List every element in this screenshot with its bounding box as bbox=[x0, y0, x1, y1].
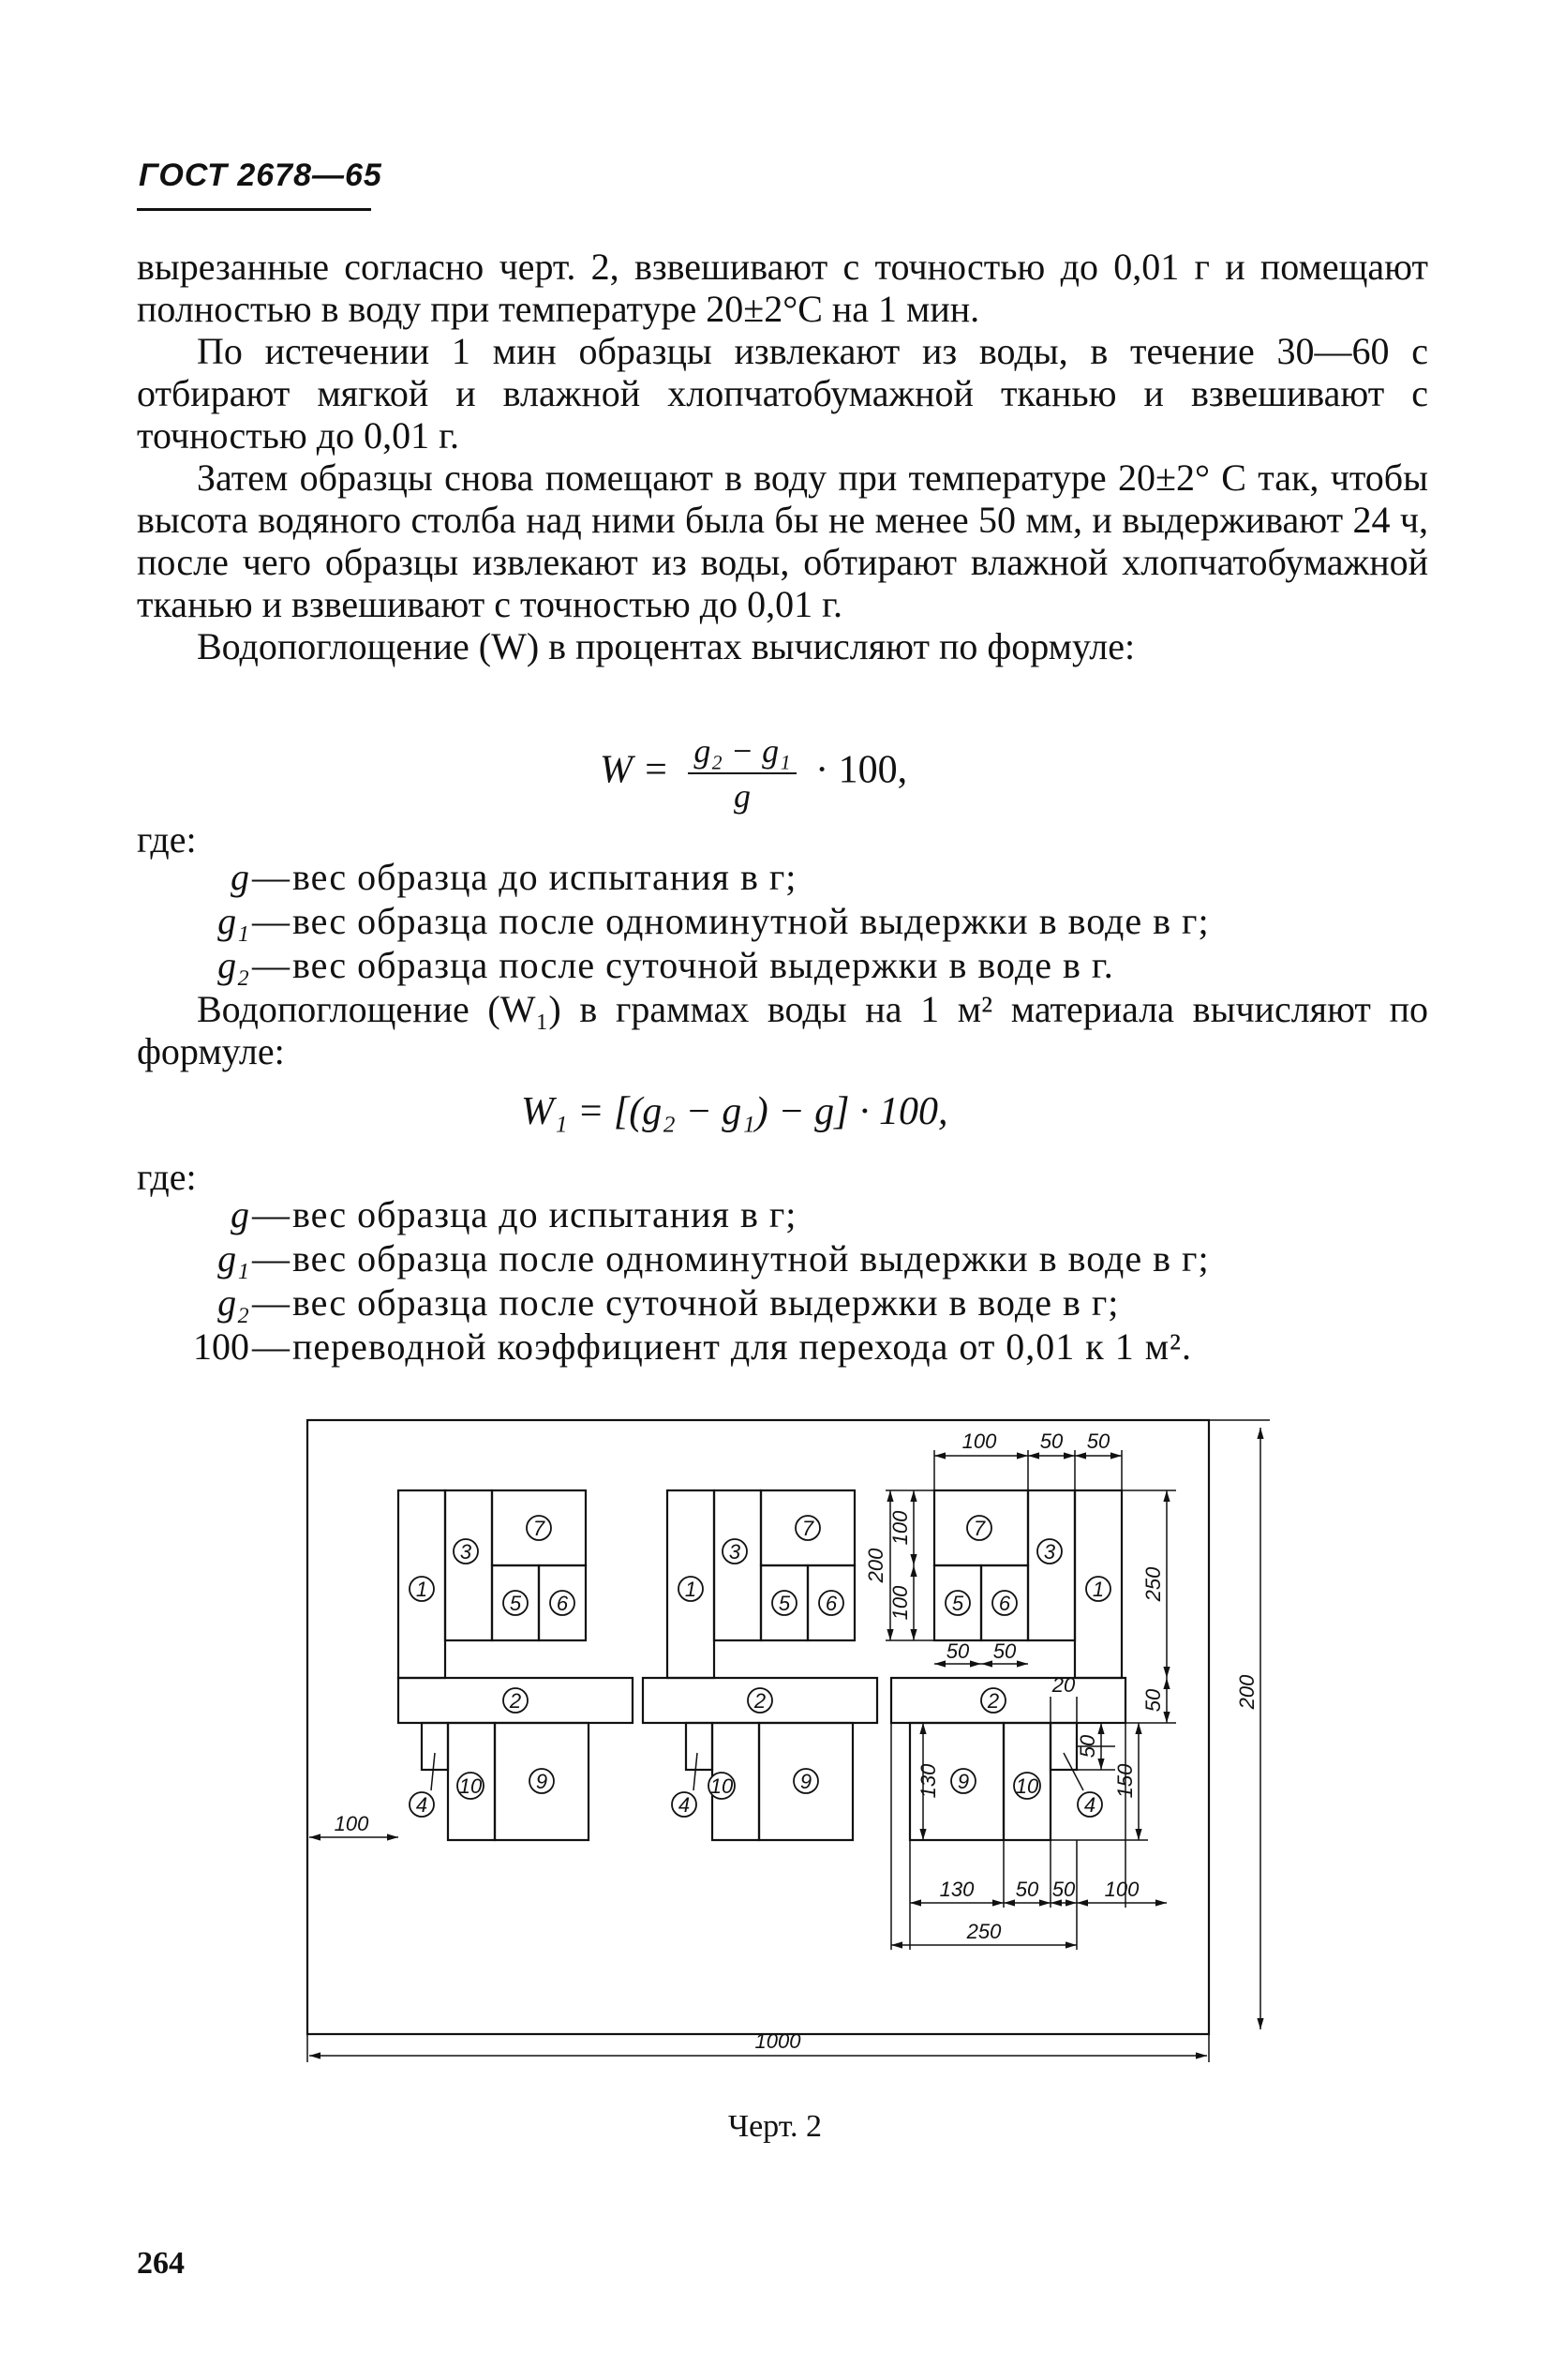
svg-text:9: 9 bbox=[799, 1770, 812, 1793]
definition-text: вес образца после одноминутной выдержки в воде в г; bbox=[292, 1237, 1210, 1280]
label-circle-3 bbox=[454, 1539, 478, 1564]
header-rule bbox=[137, 208, 371, 211]
dim-200-vertical: 200 bbox=[864, 1548, 887, 1583]
paragraph-2: По истечении 1 мин образцы извлекают из воды, в течение 30—60 с отбирают мягкой и влажной хлопчатобумажной тканью и взвешивают с точностью до 0,01 г. bbox=[137, 330, 1428, 457]
definition-row: g — вес образца до испытания в г; bbox=[137, 855, 1428, 899]
formula-water-absorption-percent bbox=[600, 731, 907, 816]
paragraph-1: вырезанные согласно черт. 2, взвешивают с точностью до 0,01 г и помещают полностью в воду при температуре 20±2°С на 1 мин. bbox=[137, 246, 1428, 330]
figure-caption: Черт. 2 bbox=[727, 2109, 823, 2144]
dim-100-vertical-b: 100 bbox=[888, 1585, 912, 1621]
definition-symbol: g₂ bbox=[217, 944, 249, 986]
svg-text:9: 9 bbox=[957, 1770, 970, 1793]
definition-row: g₁ — вес образца после одноминутной выдержки в воде в г; bbox=[137, 899, 1428, 943]
svg-text:10: 10 bbox=[458, 1774, 483, 1798]
where-label-2: где: bbox=[137, 1156, 197, 1198]
definition-symbol: g₁ bbox=[217, 900, 249, 942]
dim-100-vertical-a: 100 bbox=[888, 1510, 912, 1546]
label-circle-4 bbox=[672, 1792, 696, 1817]
label-circle-1 bbox=[678, 1577, 703, 1601]
dim-50-under-a: 50 bbox=[946, 1639, 970, 1663]
label-circle-10 bbox=[708, 1773, 735, 1799]
dim-20: 20 bbox=[1051, 1673, 1076, 1697]
label-circle-7 bbox=[967, 1516, 991, 1540]
definitions-2 bbox=[137, 1192, 1428, 1369]
label-circle-5 bbox=[946, 1591, 970, 1615]
label-circle-9 bbox=[951, 1769, 976, 1793]
dim-250-right: 250 bbox=[1141, 1566, 1165, 1602]
label-circle-9 bbox=[794, 1769, 818, 1793]
dim-130-vertical: 130 bbox=[917, 1763, 940, 1799]
formula1-numerator: g₂ − g₁ bbox=[688, 731, 796, 774]
definition-text: переводной коэффициент для перехода от 0,01 к 1 м². bbox=[292, 1325, 1193, 1368]
paragraph-3: Затем образцы снова помещают в воду при температуре 20±2° С так, чтобы высота водяного столба над ними была бы не менее 50 мм, и выдерживают 24 ч, после чего образцы извлекают из воды, обтирают влажной хлопчатобумажной тканью и взвешивают с точностью до 0,01 г. bbox=[137, 457, 1428, 625]
svg-text:10: 10 bbox=[1015, 1774, 1039, 1798]
dim-100-bottom: 100 bbox=[1104, 1878, 1140, 1901]
definition-symbol: g bbox=[231, 1193, 249, 1235]
dim-50-bottom-a: 50 bbox=[1015, 1878, 1039, 1901]
label-circle-6 bbox=[992, 1591, 1017, 1615]
label-circle-7 bbox=[796, 1516, 820, 1540]
standard-header: ГОСТ 2678—65 bbox=[139, 157, 382, 193]
label-circle-6 bbox=[550, 1591, 574, 1615]
svg-text:4: 4 bbox=[1083, 1793, 1096, 1817]
svg-text:6: 6 bbox=[556, 1592, 569, 1615]
dim-100-top: 100 bbox=[961, 1429, 997, 1453]
label-circle-3 bbox=[1037, 1539, 1062, 1564]
svg-text:4: 4 bbox=[678, 1793, 691, 1817]
svg-text:6: 6 bbox=[998, 1592, 1011, 1615]
svg-text:3: 3 bbox=[1043, 1540, 1056, 1564]
svg-text:1: 1 bbox=[684, 1578, 697, 1601]
formula1-fraction bbox=[688, 731, 796, 816]
label-circle-2 bbox=[981, 1688, 1006, 1713]
svg-text:5: 5 bbox=[778, 1592, 791, 1615]
label-circle-4 bbox=[1078, 1792, 1102, 1817]
svg-text:4: 4 bbox=[415, 1793, 428, 1817]
svg-text:3: 3 bbox=[459, 1540, 472, 1564]
label-circle-2 bbox=[748, 1688, 772, 1713]
svg-text:1: 1 bbox=[1092, 1578, 1105, 1601]
definition-symbol: 100 bbox=[193, 1325, 249, 1368]
dim-130-bottom: 130 bbox=[939, 1878, 975, 1901]
where-label-1: где: bbox=[137, 818, 197, 861]
definition-row: g₂ — вес образца после суточной выдержки в воде в г. bbox=[137, 943, 1428, 987]
svg-text:2: 2 bbox=[987, 1689, 1000, 1713]
dim-250-bottom: 250 bbox=[966, 1920, 1002, 1943]
label-circle-2 bbox=[503, 1688, 528, 1713]
formula1-denominator: g bbox=[733, 777, 751, 815]
dim-50-under-b: 50 bbox=[992, 1639, 1017, 1663]
svg-text:2: 2 bbox=[753, 1689, 767, 1713]
svg-text:10: 10 bbox=[709, 1774, 734, 1798]
formula1-rhs: · 100, bbox=[815, 748, 908, 792]
dim-1000-overall: 1000 bbox=[754, 2029, 801, 2053]
body-text-middle bbox=[137, 988, 1428, 1072]
svg-text:7: 7 bbox=[532, 1517, 545, 1540]
dim-200-right-overall: 200 bbox=[1235, 1674, 1259, 1710]
paragraph-5: Водопоглощение (W₁) в граммах воды на 1 м² материала вычисляют по формуле: bbox=[137, 988, 1428, 1072]
svg-text:2: 2 bbox=[509, 1689, 522, 1713]
svg-text:6: 6 bbox=[825, 1592, 838, 1615]
definition-symbol: g₂ bbox=[217, 1281, 249, 1324]
label-circle-5 bbox=[772, 1591, 797, 1615]
definition-text: вес образца до испытания в г; bbox=[292, 856, 797, 898]
paragraph-4: Водопоглощение (W) в процентах вычисляют по формуле: bbox=[197, 625, 1136, 667]
svg-text:1: 1 bbox=[415, 1578, 428, 1601]
dim-50-top-b: 50 bbox=[1086, 1429, 1110, 1453]
page-number: 264 bbox=[137, 2246, 185, 2281]
formula-water-absorption-grams: W₁ = [(g₂ − g₁) − g] · 100, bbox=[521, 1090, 948, 1133]
label-circle-6 bbox=[819, 1591, 843, 1615]
label-circle-5 bbox=[503, 1591, 528, 1615]
label-circle-1 bbox=[410, 1577, 434, 1601]
sample-group-left bbox=[398, 1490, 633, 1840]
label-circle-1 bbox=[1086, 1577, 1110, 1601]
dim-50-lower-right: 50 bbox=[1076, 1734, 1099, 1759]
svg-text:5: 5 bbox=[509, 1592, 522, 1615]
definition-row: g₂ — вес образца после суточной выдержки в воде в г; bbox=[137, 1280, 1428, 1325]
svg-text:3: 3 bbox=[728, 1540, 741, 1564]
sample-group-middle bbox=[643, 1490, 877, 1840]
body-text-top bbox=[137, 246, 1428, 667]
dim-100-left: 100 bbox=[334, 1812, 369, 1835]
label-circle-10 bbox=[457, 1773, 484, 1799]
dim-150: 150 bbox=[1113, 1763, 1137, 1799]
definition-text: вес образца после суточной выдержки в воде в г. bbox=[292, 944, 1114, 986]
definition-symbol: g bbox=[231, 856, 249, 898]
svg-text:5: 5 bbox=[951, 1592, 964, 1615]
label-circle-7 bbox=[527, 1516, 551, 1540]
label-circle-9 bbox=[529, 1769, 554, 1793]
formula1-lhs: W = bbox=[600, 748, 669, 792]
definition-row: 100 — переводной коэффициент для перехода от 0,01 к 1 м². bbox=[137, 1325, 1428, 1369]
label-circle-4 bbox=[410, 1792, 434, 1817]
definitions-1 bbox=[137, 855, 1428, 987]
label-circle-3 bbox=[723, 1539, 747, 1564]
dim-50-right: 50 bbox=[1141, 1688, 1165, 1713]
definition-symbol: g₁ bbox=[217, 1237, 249, 1280]
definition-text: вес образца после одноминутной выдержки в воде в г; bbox=[292, 900, 1210, 942]
svg-text:7: 7 bbox=[801, 1517, 814, 1540]
sample-cutting-drawing bbox=[300, 1411, 1312, 2067]
definition-row: g₁ — вес образца после одноминутной выдержки в воде в г; bbox=[137, 1236, 1428, 1280]
svg-text:7: 7 bbox=[973, 1517, 986, 1540]
dim-50-top-a: 50 bbox=[1039, 1429, 1064, 1453]
definition-text: вес образца до испытания в г; bbox=[292, 1193, 797, 1235]
label-circle-10 bbox=[1014, 1773, 1040, 1799]
dim-50-bottom-b: 50 bbox=[1051, 1878, 1076, 1901]
svg-text:9: 9 bbox=[535, 1770, 548, 1793]
definition-text: вес образца после суточной выдержки в воде в г; bbox=[292, 1281, 1120, 1324]
definition-row: g — вес образца до испытания в г; bbox=[137, 1192, 1428, 1236]
